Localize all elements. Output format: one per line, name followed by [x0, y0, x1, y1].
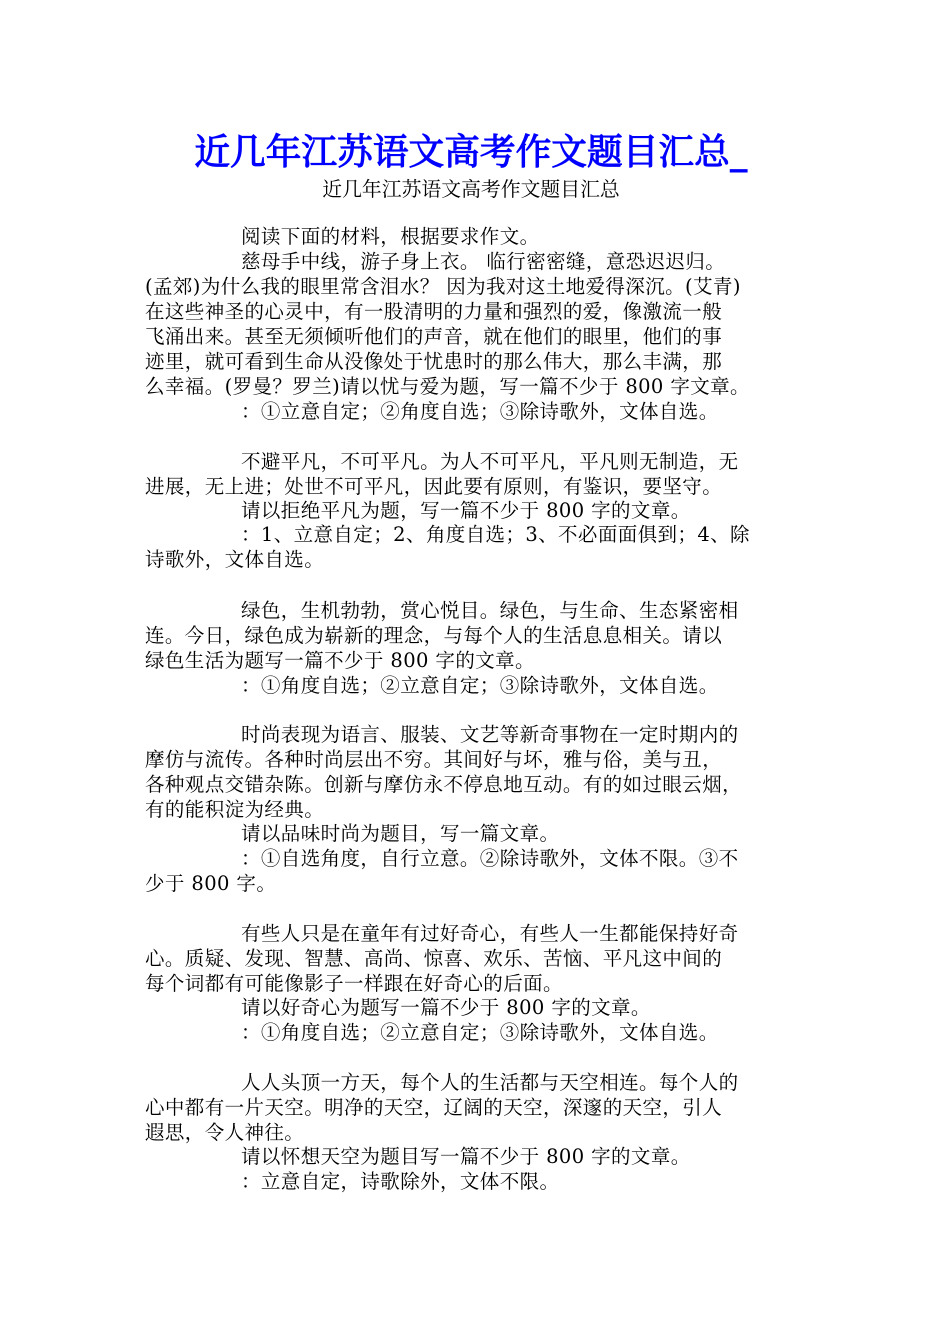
- paragraph-line: ：立意自定，诗歌除外，文体不限。: [241, 1170, 560, 1193]
- paragraph-line: 迹里，就可看到生命从没像处于忧患时的那么伟大，那么丰满，那: [145, 350, 723, 373]
- paragraph-line: 绿色生活为题写一篇不少于 800 字的文章。: [145, 649, 535, 672]
- paragraph-line: ：1、立意自定；2、角度自选；3、不必面面俱到；4、除: [241, 523, 750, 546]
- paragraph-line: 慈母手中线，游子身上衣。 临行密密缝，意恐迟迟归。: [241, 250, 726, 273]
- paragraph-line: ：①角度自选；②立意自定；③除诗歌外，文体自选。: [241, 674, 719, 697]
- paragraph-line: 心。质疑、发现、智慧、高尚、惊喜、欢乐、苦恼、平凡这中间的: [145, 947, 723, 970]
- paragraph-line: 少于 800 字。: [145, 872, 277, 895]
- paragraph-line: 进展，无上进；处世不可平凡，因此要有原则，有鉴识，要坚守。: [145, 475, 723, 498]
- paragraph-line: 每个词都有可能像影子一样跟在好奇心的后面。: [145, 972, 563, 995]
- paragraph-line: ：①自选角度，自行立意。②除诗歌外，文体不限。③不: [241, 847, 739, 870]
- paragraph-line: 飞涌出来。甚至无须倾听他们的声音，就在他们的眼里，他们的事: [145, 325, 723, 348]
- paragraph-line: 请以怀想天空为题目写一篇不少于 800 字的文章。: [241, 1145, 691, 1168]
- paragraph-line: 有的能积淀为经典。: [145, 798, 325, 821]
- paragraph-line: 遐思，令人神往。: [145, 1121, 305, 1144]
- document-subtitle: 近几年江苏语文高考作文题目汇总: [322, 177, 620, 201]
- paragraph-line: 阅读下面的材料，根据要求作文。: [241, 225, 540, 248]
- paragraph-line: (孟郊)为什么我的眼里常含泪水？ 因为我对这土地爱得深沉。(艾青): [145, 275, 741, 298]
- paragraph-line: 绿色，生机勃勃，赏心悦目。绿色，与生命、生态紧密相: [241, 599, 739, 622]
- document-title: 近几年江苏语文高考作文题目汇总_: [194, 131, 748, 173]
- paragraph-line: 心中都有一片天空。明净的天空，辽阔的天空，深邃的天空，引人: [145, 1096, 723, 1119]
- paragraph-line: 人人头顶一方天，每个人的生活都与天空相连。每个人的: [241, 1071, 739, 1094]
- paragraph-line: 各种观点交错杂陈。创新与摩仿永不停息地互动。有的如过眼云烟，: [145, 773, 743, 796]
- paragraph-line: 么幸福。(罗曼？罗兰)请以忧与爱为题，写一篇不少于 800 字文章。: [145, 375, 750, 398]
- paragraph-line: 诗歌外，文体自选。: [145, 548, 325, 571]
- paragraph-line: 不避平凡，不可平凡。为人不可平凡，平凡则无制造，无: [241, 450, 739, 473]
- paragraph-line: 请以拒绝平凡为题，写一篇不少于 800 字的文章。: [241, 499, 691, 522]
- paragraph-line: 时尚表现为语言、服装、文艺等新奇事物在一定时期内的: [241, 723, 739, 746]
- paragraph-line: 在这些神圣的心灵中，有一股清明的力量和强烈的爱，像激流一般: [145, 300, 723, 323]
- paragraph-line: ：①立意自定；②角度自选；③除诗歌外，文体自选。: [241, 400, 719, 423]
- paragraph-line: 连。今日，绿色成为崭新的理念，与每个人的生活息息相关。请以: [145, 624, 723, 647]
- paragraph-line: 摩仿与流传。各种时尚层出不穷。其间好与坏，雅与俗，美与丑，: [145, 748, 723, 771]
- paragraph-line: 请以好奇心为题写一篇不少于 800 字的文章。: [241, 996, 651, 1019]
- paragraph-line: 有些人只是在童年有过好奇心，有些人一生都能保持好奇: [241, 922, 739, 945]
- paragraph-line: ：①角度自选；②立意自定；③除诗歌外，文体自选。: [241, 1021, 719, 1044]
- paragraph-line: 请以品味时尚为题目，写一篇文章。: [241, 822, 560, 845]
